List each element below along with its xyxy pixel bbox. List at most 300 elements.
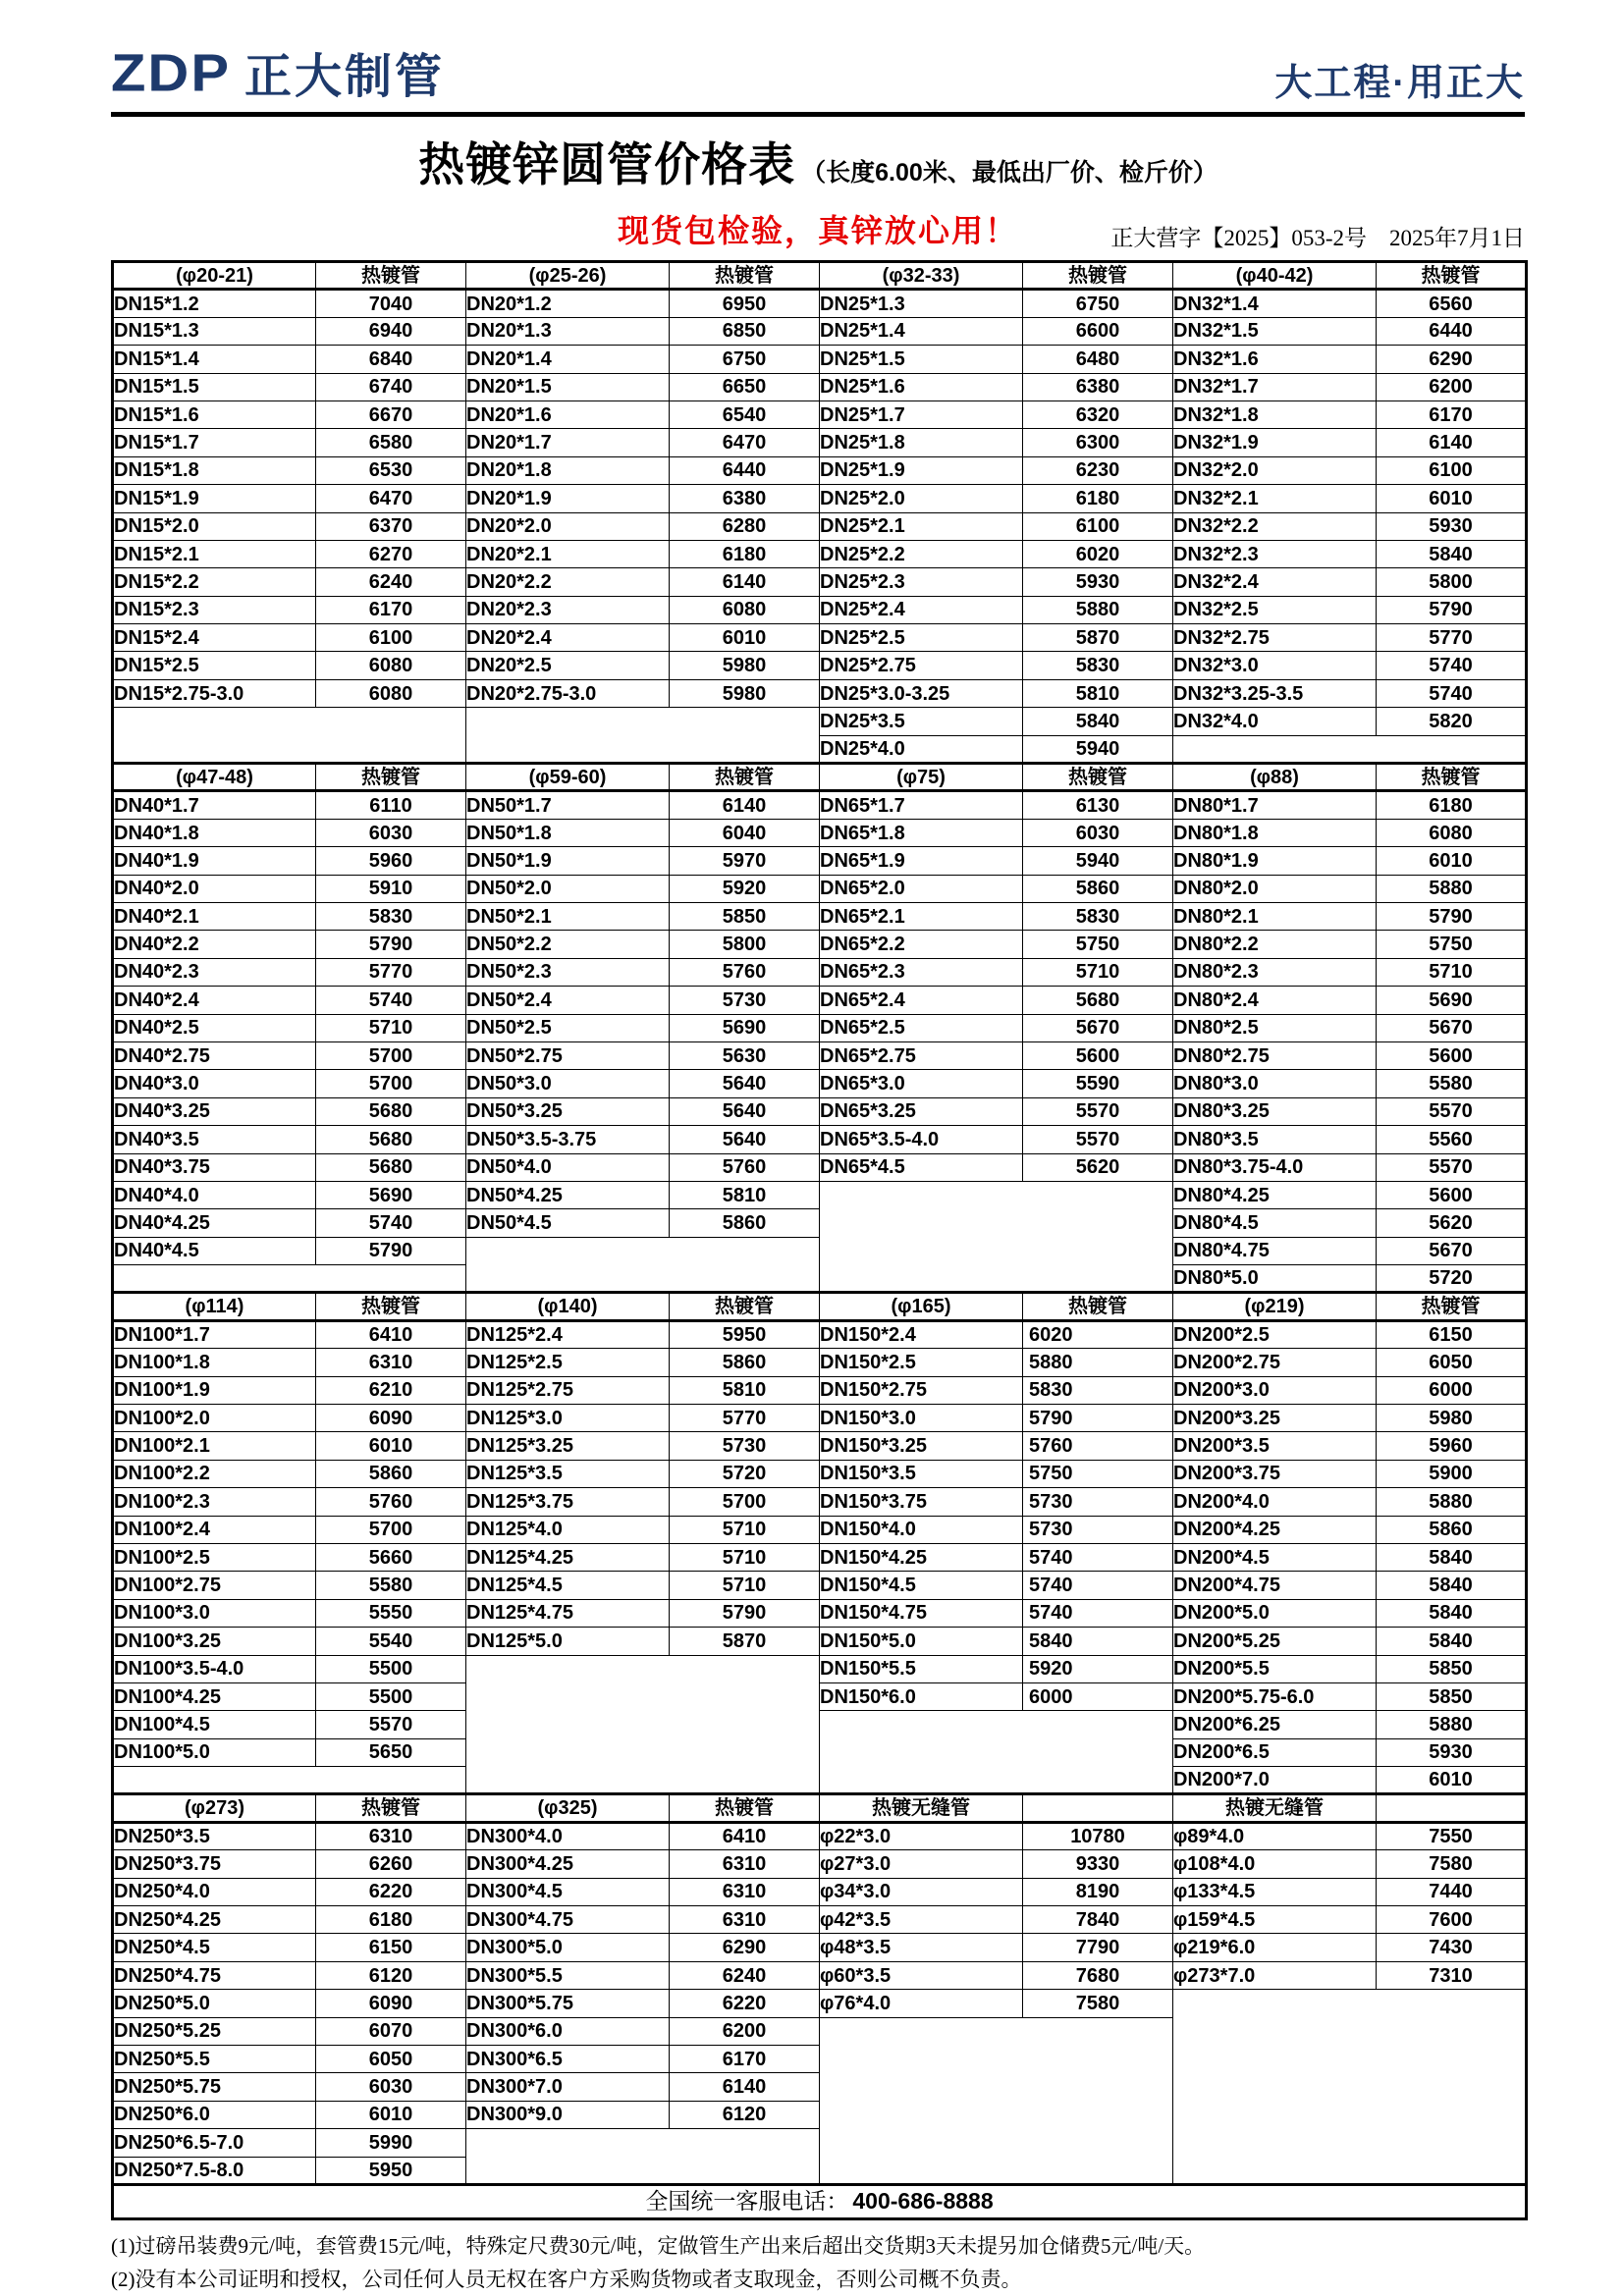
price-cell: 5640 (670, 1070, 820, 1097)
price-cell: 6750 (670, 346, 820, 373)
spec-cell: DN15*1.5 (113, 373, 316, 400)
spec-cell: DN50*2.2 (466, 931, 670, 958)
price-cell: 7840 (1023, 1906, 1173, 1934)
spec-cell: DN50*2.0 (466, 875, 670, 902)
price-cell: 6310 (670, 1850, 820, 1878)
spec-cell: DN300*4.0 (466, 1822, 670, 1849)
section-3-header-row (113, 1293, 1527, 1320)
price-cell: 5860 (670, 1209, 820, 1237)
price-cell: 6020 (1023, 540, 1173, 567)
spec-cell: DN40*3.75 (113, 1153, 316, 1181)
spec-cell: DN25*1.3 (820, 290, 1023, 317)
empty-cell (1173, 735, 1527, 763)
table-row (113, 1041, 1527, 1069)
price-cell: 6050 (1377, 1349, 1527, 1376)
spec-cell: DN300*4.75 (466, 1906, 670, 1934)
spec-cell: DN32*2.5 (1173, 596, 1377, 623)
price-cell: 6170 (316, 596, 466, 623)
spec-cell: DN200*3.0 (1173, 1376, 1377, 1404)
price-cell: 6440 (670, 456, 820, 484)
table-row (113, 1850, 1527, 1878)
spec-cell: DN250*6.5-7.0 (113, 2129, 316, 2157)
price-cell: 6470 (316, 485, 466, 512)
price-cell: 6300 (1023, 429, 1173, 456)
price-cell: 5790 (316, 1237, 466, 1264)
spec-cell: DN20*1.5 (466, 373, 670, 400)
price-cell: 5730 (670, 1432, 820, 1460)
spec-header-cell: (φ88) (1173, 764, 1377, 791)
price-cell: 5810 (670, 1181, 820, 1208)
spec-cell: DN50*2.4 (466, 987, 670, 1014)
spec-cell: DN20*1.8 (466, 456, 670, 484)
table-row (113, 902, 1527, 930)
price-header-cell: 热镀管 (670, 1293, 820, 1320)
price-table-body (113, 262, 1527, 2219)
company-logo (111, 45, 445, 102)
price-cell: 5710 (1377, 958, 1527, 986)
spec-cell: DN32*2.1 (1173, 485, 1377, 512)
logo-zdp-icon: ZDP (111, 43, 231, 103)
spec-cell: φ219*6.0 (1173, 1934, 1377, 1961)
spec-cell: DN65*1.7 (820, 791, 1023, 819)
price-cell: 6130 (1023, 791, 1173, 819)
table-row (113, 512, 1527, 540)
price-cell: 8190 (1023, 1878, 1173, 1905)
spec-cell: φ108*4.0 (1173, 1850, 1377, 1878)
price-cell: 6080 (316, 679, 466, 707)
spec-cell: DN15*2.1 (113, 540, 316, 567)
empty-cell (820, 1711, 1173, 1794)
spec-cell: DN150*5.5 (820, 1655, 1023, 1682)
price-header-cell: 热镀管 (1377, 764, 1527, 791)
spec-cell: DN150*4.5 (820, 1572, 1023, 1599)
spec-cell: DN300*4.5 (466, 1878, 670, 1905)
price-cell: 6200 (670, 2017, 820, 2045)
spec-cell: DN250*3.5 (113, 1822, 316, 1849)
price-header-cell: 热镀管 (670, 764, 820, 791)
spec-cell: DN20*2.75-3.0 (466, 679, 670, 707)
price-cell: 5670 (1377, 1014, 1527, 1041)
title-line (111, 129, 1525, 194)
price-cell: 5660 (316, 1543, 466, 1571)
spec-cell: DN80*1.8 (1173, 819, 1377, 846)
price-cell: 6370 (316, 512, 466, 540)
spec-cell: DN15*1.6 (113, 400, 316, 428)
spec-header-cell: (φ325) (466, 1794, 670, 1822)
spec-cell: DN100*2.4 (113, 1516, 316, 1543)
price-cell: 5880 (1377, 875, 1527, 902)
spec-cell: DN300*7.0 (466, 2073, 670, 2101)
spec-cell: DN50*2.1 (466, 902, 670, 930)
spec-cell: DN40*2.4 (113, 987, 316, 1014)
spec-cell: DN125*2.5 (466, 1349, 670, 1376)
spec-cell: DN15*1.4 (113, 346, 316, 373)
spec-cell: DN32*2.3 (1173, 540, 1377, 567)
spec-cell: DN15*1.8 (113, 456, 316, 484)
price-cell: 6840 (316, 346, 466, 373)
spec-cell: DN20*1.3 (466, 317, 670, 345)
price-cell: 6080 (1377, 819, 1527, 846)
spec-cell: DN20*2.1 (466, 540, 670, 567)
price-header-cell: 热镀管 (316, 1293, 466, 1320)
price-cell: 5740 (316, 1209, 466, 1237)
spec-cell: DN50*4.0 (466, 1153, 670, 1181)
price-cell: 5550 (316, 1599, 466, 1627)
spec-cell: DN125*3.25 (466, 1432, 670, 1460)
price-cell: 5730 (1023, 1516, 1173, 1543)
table-row (113, 1460, 1527, 1487)
document-number-and-date: 正大营字【2025】053-2号 2025年7月1日 (1110, 226, 1525, 250)
price-cell: 5740 (1377, 679, 1527, 707)
spec-cell: DN40*2.2 (113, 931, 316, 958)
table-row (113, 1070, 1527, 1097)
price-cell: 5870 (670, 1628, 820, 1655)
price-cell: 7680 (1023, 1961, 1173, 1989)
spec-cell: DN100*2.75 (113, 1572, 316, 1599)
price-cell: 5860 (1023, 875, 1173, 902)
spec-cell: DN80*2.4 (1173, 987, 1377, 1014)
price-cell: 5860 (1377, 1516, 1527, 1543)
price-cell: 7310 (1377, 1961, 1527, 1989)
price-cell: 6030 (316, 2073, 466, 2101)
footnote-1: (1)过磅吊装费9元/吨，套管费15元/吨，特殊定尺费30元/吨，定做管生产出来后超出交货期3天未提另加仓储费5元/吨/天。 (111, 2233, 1206, 2258)
price-cell: 5600 (1377, 1181, 1527, 1208)
price-cell: 5790 (1023, 1405, 1173, 1432)
spec-cell: DN100*2.5 (113, 1543, 316, 1571)
price-cell: 5710 (1023, 958, 1173, 986)
price-cell: 6180 (670, 540, 820, 567)
price-cell: 5720 (1377, 1265, 1527, 1293)
section-2-header-row (113, 764, 1527, 791)
spec-header-cell: (φ165) (820, 1293, 1023, 1320)
price-cell: 7040 (316, 290, 466, 317)
spec-cell: DN200*5.25 (1173, 1628, 1377, 1655)
spec-cell: DN40*3.5 (113, 1126, 316, 1153)
section-1-header-row (113, 262, 1527, 290)
price-cell: 7600 (1377, 1906, 1527, 1934)
price-cell: 6180 (1377, 791, 1527, 819)
price-cell: 5800 (1377, 568, 1527, 596)
price-cell: 5680 (1023, 987, 1173, 1014)
price-cell: 6170 (670, 2046, 820, 2073)
price-cell: 5880 (1023, 596, 1173, 623)
spec-cell: DN25*1.4 (820, 317, 1023, 345)
spec-cell: DN150*2.75 (820, 1376, 1023, 1404)
spec-cell: DN25*2.1 (820, 512, 1023, 540)
price-cell: 5700 (316, 1070, 466, 1097)
price-cell: 5670 (1377, 1237, 1527, 1264)
price-cell: 5690 (316, 1181, 466, 1208)
price-cell: 6410 (316, 1320, 466, 1348)
price-cell: 5690 (670, 1014, 820, 1041)
spec-cell: DN100*3.5-4.0 (113, 1655, 316, 1682)
spec-cell: φ159*4.5 (1173, 1906, 1377, 1934)
spec-cell: DN125*5.0 (466, 1628, 670, 1655)
price-cell: 6380 (670, 485, 820, 512)
price-header-cell: 热镀管 (670, 262, 820, 290)
spec-cell: DN65*1.8 (820, 819, 1023, 846)
spec-cell: DN40*1.9 (113, 847, 316, 875)
spec-cell: DN80*2.0 (1173, 875, 1377, 902)
spec-cell: DN80*3.5 (1173, 1126, 1377, 1153)
spec-cell: DN250*4.75 (113, 1961, 316, 1989)
table-row (113, 1628, 1527, 1655)
price-cell: 5870 (1023, 624, 1173, 652)
price-cell: 5790 (316, 931, 466, 958)
table-row (113, 1906, 1527, 1934)
price-cell: 5640 (670, 1126, 820, 1153)
price-cell: 6650 (670, 373, 820, 400)
empty-cell (466, 708, 820, 764)
price-cell: 6010 (316, 2101, 466, 2128)
price-cell: 5920 (1023, 1655, 1173, 1682)
table-row (113, 568, 1527, 596)
spec-cell: DN80*4.75 (1173, 1237, 1377, 1264)
table-row (113, 624, 1527, 652)
price-cell: 5810 (670, 1376, 820, 1404)
empty-cell (113, 1265, 466, 1293)
table-row (113, 429, 1527, 456)
spec-cell: DN150*2.5 (820, 1349, 1023, 1376)
table-row (113, 847, 1527, 875)
price-cell: 5730 (670, 987, 820, 1014)
spec-cell: DN250*4.5 (113, 1934, 316, 1961)
spec-cell: DN150*5.0 (820, 1628, 1023, 1655)
price-cell: 6170 (1377, 400, 1527, 428)
price-cell: 6140 (670, 568, 820, 596)
price-cell: 7430 (1377, 1934, 1527, 1961)
price-cell: 6010 (670, 624, 820, 652)
price-cell: 5790 (1377, 596, 1527, 623)
price-header-cell (1377, 1794, 1527, 1822)
spec-cell: DN250*7.5-8.0 (113, 2157, 316, 2184)
price-cell: 5730 (1023, 1488, 1173, 1516)
table-row (113, 1990, 1527, 2017)
price-cell: 6220 (670, 1990, 820, 2017)
spec-header-cell: (φ25-26) (466, 262, 670, 290)
price-cell: 6010 (1377, 847, 1527, 875)
price-cell: 6030 (1023, 819, 1173, 846)
spec-cell: DN300*5.75 (466, 1990, 670, 2017)
spec-cell: DN200*4.25 (1173, 1516, 1377, 1543)
price-cell: 5840 (1377, 1628, 1527, 1655)
spec-cell: DN80*2.2 (1173, 931, 1377, 958)
spec-cell: DN100*2.0 (113, 1405, 316, 1432)
spec-header-cell: (φ32-33) (820, 262, 1023, 290)
spec-cell: DN100*1.7 (113, 1320, 316, 1348)
spec-cell: DN25*2.4 (820, 596, 1023, 623)
spec-cell: DN32*3.0 (1173, 652, 1377, 679)
spec-cell: DN100*1.8 (113, 1349, 316, 1376)
price-cell: 10780 (1023, 1822, 1173, 1849)
table-row (113, 987, 1527, 1014)
spec-cell: DN32*1.9 (1173, 429, 1377, 456)
spec-cell: DN50*4.25 (466, 1181, 670, 1208)
empty-cell (466, 1237, 820, 1293)
spec-cell: φ22*3.0 (820, 1822, 1023, 1849)
price-cell: 6040 (670, 819, 820, 846)
price-cell: 6410 (670, 1822, 820, 1849)
spec-cell: DN32*2.75 (1173, 624, 1377, 652)
price-cell: 7550 (1377, 1822, 1527, 1849)
spec-cell: DN200*6.25 (1173, 1711, 1377, 1738)
empty-cell (113, 708, 466, 764)
price-cell: 5900 (1377, 1460, 1527, 1487)
price-cell: 6020 (1023, 1320, 1173, 1348)
spec-cell: DN150*3.25 (820, 1432, 1023, 1460)
customer-service-cell (113, 2184, 1527, 2218)
spec-header-cell: (φ140) (466, 1293, 670, 1320)
spec-cell: DN15*2.0 (113, 512, 316, 540)
price-cell: 5840 (1377, 1599, 1527, 1627)
price-cell: 5640 (670, 1097, 820, 1125)
spec-cell: DN80*2.75 (1173, 1041, 1377, 1069)
price-cell: 6140 (670, 791, 820, 819)
spec-cell: DN40*3.0 (113, 1070, 316, 1097)
table-row (113, 290, 1527, 317)
spec-cell: DN80*3.75-4.0 (1173, 1153, 1377, 1181)
price-cell: 5570 (1023, 1097, 1173, 1125)
price-cell: 6310 (316, 1822, 466, 1849)
spec-cell: DN25*4.0 (820, 735, 1023, 763)
table-row (113, 1711, 1527, 1738)
spec-cell: DN15*1.2 (113, 290, 316, 317)
spec-cell: DN80*4.5 (1173, 1209, 1377, 1237)
spec-cell: DN25*1.5 (820, 346, 1023, 373)
spec-cell: DN50*1.8 (466, 819, 670, 846)
price-cell: 5840 (1377, 1572, 1527, 1599)
price-cell: 6100 (316, 624, 466, 652)
spec-cell: DN80*1.9 (1173, 847, 1377, 875)
spec-cell: DN80*3.0 (1173, 1070, 1377, 1097)
price-header-cell (1023, 1794, 1173, 1822)
spec-cell: DN300*6.5 (466, 2046, 670, 2073)
spec-cell: DN200*2.75 (1173, 1349, 1377, 1376)
price-cell: 5930 (1377, 1738, 1527, 1766)
price-cell: 6560 (1377, 290, 1527, 317)
spec-cell: DN125*2.75 (466, 1376, 670, 1404)
table-row (113, 1181, 1527, 1208)
price-header-cell: 热镀管 (316, 764, 466, 791)
price-cell: 6000 (1377, 1376, 1527, 1404)
spec-cell: DN150*2.4 (820, 1320, 1023, 1348)
table-row (113, 540, 1527, 567)
spec-cell: DN150*4.0 (820, 1516, 1023, 1543)
spec-header-cell: 热镀无缝管 (820, 1794, 1023, 1822)
table-row (113, 1405, 1527, 1432)
spec-cell: DN15*1.7 (113, 429, 316, 456)
spec-cell: DN25*3.5 (820, 708, 1023, 735)
price-cell: 6140 (1377, 429, 1527, 456)
table-row (113, 958, 1527, 986)
spec-cell: DN300*5.0 (466, 1934, 670, 1961)
price-cell: 5670 (1023, 1014, 1173, 1041)
price-cell: 6270 (316, 540, 466, 567)
price-cell: 5860 (670, 1349, 820, 1376)
price-cell: 5960 (1377, 1432, 1527, 1460)
price-cell: 5930 (1377, 512, 1527, 540)
spec-cell: DN65*2.3 (820, 958, 1023, 986)
price-cell: 5950 (316, 2157, 466, 2184)
spec-cell: DN250*5.25 (113, 2017, 316, 2045)
spec-cell: DN300*4.25 (466, 1850, 670, 1878)
spec-cell: DN50*4.5 (466, 1209, 670, 1237)
price-header-cell: 热镀管 (1023, 1293, 1173, 1320)
price-cell: 5980 (670, 652, 820, 679)
price-cell: 9330 (1023, 1850, 1173, 1878)
price-cell: 6030 (316, 819, 466, 846)
spec-cell: DN32*1.6 (1173, 346, 1377, 373)
phone-label: 全国统一客服电话： (645, 2189, 849, 2215)
price-cell: 6740 (316, 373, 466, 400)
spec-cell: DN80*2.3 (1173, 958, 1377, 986)
spec-cell: DN20*2.4 (466, 624, 670, 652)
price-cell: 5970 (670, 847, 820, 875)
price-cell: 5720 (670, 1460, 820, 1487)
price-sheet-page (111, 0, 1525, 2296)
price-cell: 5770 (316, 958, 466, 986)
price-cell: 5770 (670, 1405, 820, 1432)
price-cell: 6090 (316, 1990, 466, 2017)
spec-cell: DN65*2.1 (820, 902, 1023, 930)
spec-cell: DN32*2.0 (1173, 456, 1377, 484)
spec-header-cell: (φ75) (820, 764, 1023, 791)
price-cell: 6010 (1377, 485, 1527, 512)
price-cell: 5700 (316, 1516, 466, 1543)
price-cell: 5840 (1023, 708, 1173, 735)
spec-cell: DN40*2.3 (113, 958, 316, 986)
price-cell: 5790 (1377, 902, 1527, 930)
price-cell: 6310 (670, 1878, 820, 1905)
price-cell: 6540 (670, 400, 820, 428)
price-cell: 6750 (1023, 290, 1173, 317)
spec-cell: DN65*3.25 (820, 1097, 1023, 1125)
price-cell: 5980 (1377, 1405, 1527, 1432)
price-cell: 5850 (1377, 1682, 1527, 1710)
price-cell: 5710 (670, 1516, 820, 1543)
spec-cell: DN200*5.5 (1173, 1655, 1377, 1682)
spec-cell: φ133*4.5 (1173, 1878, 1377, 1905)
price-cell: 5570 (1377, 1153, 1527, 1181)
spec-cell: DN40*2.1 (113, 902, 316, 930)
table-row (113, 1153, 1527, 1181)
price-cell: 5570 (316, 1711, 466, 1738)
spec-cell: DN80*4.25 (1173, 1181, 1377, 1208)
spec-cell: DN15*1.3 (113, 317, 316, 345)
spec-cell: φ48*3.5 (820, 1934, 1023, 1961)
price-cell: 5540 (316, 1628, 466, 1655)
price-cell: 5570 (1377, 1097, 1527, 1125)
table-row (113, 1599, 1527, 1627)
table-row (113, 1572, 1527, 1599)
spec-cell: DN32*1.4 (1173, 290, 1377, 317)
spec-cell: DN50*1.9 (466, 847, 670, 875)
spec-cell: DN40*2.5 (113, 1014, 316, 1041)
price-cell: 5850 (1377, 1655, 1527, 1682)
price-cell: 6150 (316, 1934, 466, 1961)
price-cell: 6070 (316, 2017, 466, 2045)
empty-cell (820, 1181, 1173, 1293)
price-cell: 5790 (670, 1599, 820, 1627)
spec-cell: DN32*2.4 (1173, 568, 1377, 596)
price-cell: 5940 (1023, 847, 1173, 875)
spec-cell: DN32*4.0 (1173, 708, 1377, 735)
price-cell: 5650 (316, 1738, 466, 1766)
spec-cell: DN100*2.1 (113, 1432, 316, 1460)
price-cell: 6100 (1023, 512, 1173, 540)
spec-cell: DN25*2.5 (820, 624, 1023, 652)
spec-cell: DN250*4.25 (113, 1906, 316, 1934)
